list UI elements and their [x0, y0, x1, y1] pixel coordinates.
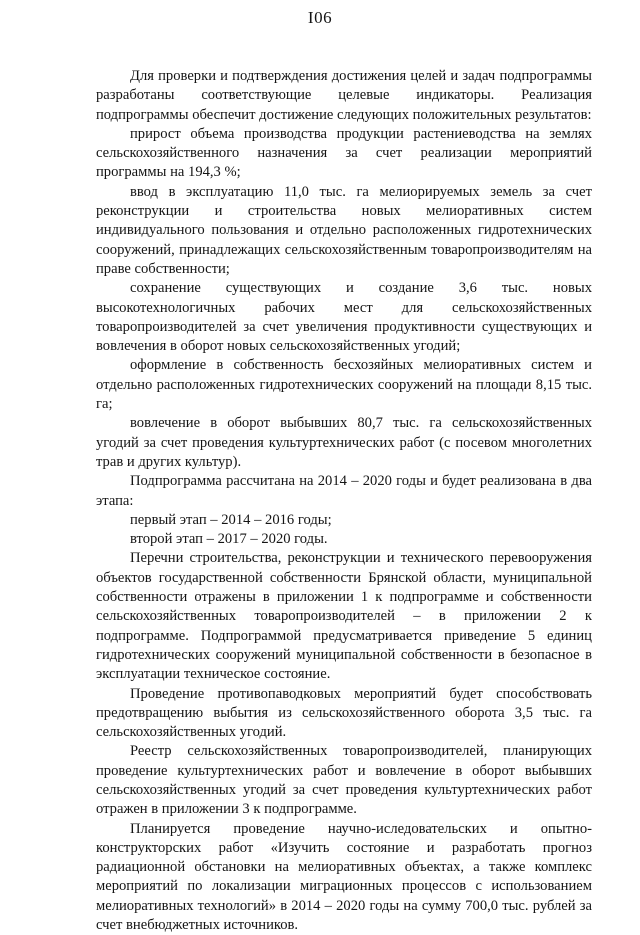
result-item-production-growth: прирост объема производства продукции растениеводства на землях сельскохозяйственного назначения за счет реализации мероприятий программы на 194,3 %;: [96, 125, 592, 181]
result-item-land-involvement: вовлечение в оборот выбывших 80,7 тыс. га сельскохозяйственных угодий за счет проведения культуртехнических работ (с посевом многолетних трав и других культур).: [96, 415, 592, 470]
paragraph-flood-measures: Проведение противопаводковых мероприятий будет способствовать предотвращению выбытия из сельскохозяйственного оборота 3,5 тыс. га сельскохозяйственных угодий.: [96, 685, 592, 741]
stage-one: первый этап – 2014 – 2016 годы;: [130, 511, 332, 528]
paragraph-timeline: Подпрограмма рассчитана на 2014 – 2020 годы и будет реализована в два этапа:: [96, 473, 592, 509]
page-number: I06: [307, 8, 333, 27]
paragraph-registry: Реестр сельскохозяйственных товаропроизводителей, планирующих проведение культуртехнических работ и вовлечение в оборот выбывших сельскохозяйственных угодий за счет проведения культуртехнических работ отражен в приложении 3 к подпрограмме.: [96, 743, 592, 818]
stage-two: второй этап – 2017 – 2020 годы.: [130, 531, 328, 548]
document-body: [96, 67, 592, 935]
paragraph-construction-lists: Перечни строительства, реконструкции и технического перевооружения объектов государственной собственности Брянской области, муниципальной собственности отражены в приложении 1 к подпрограмме и собственности сельскохозяйственных товаропроизводителей – в приложении 2 к подпрограмме. Подпрограммой предусматривается приведение 5 единиц гидротехнических сооружений муниципальной собственности в безопасное в эксплуатации техническое состояние.: [96, 550, 592, 683]
paragraph-research: Планируется проведение научно-иследовательских и опытно-конструкторских работ «Изучить состояние и разработать прогноз радиационной обстановки на мелиоративных объектах, а также комплекс мероприятий по локализации миграционных процессов с использованием мелиоративных технологий» в 2014 – 2020 годы на сумму 700,0 тыс. рублей за счет внебюджетных источников.: [96, 820, 592, 934]
paragraph-intro: Для проверки и подтверждения достижения целей и задач подпрограммы разработаны соответствующие целевые индикаторы. Реализация подпрограммы обеспечит достижение следующих положительных результатов:: [96, 68, 592, 123]
result-item-ownership: оформление в собственность бесхозяйных мелиоративных систем и отдельно расположенных гидротехнических сооружений на площади 8,15 тыс. га;: [96, 357, 592, 413]
result-item-land-commissioning: ввод в эксплуатацию 11,0 тыс. га мелиорируемых земель за счет реконструкции и строительства новых мелиоративных систем индивидуального пользования и отдельно расположенных гидротехнических сооружений, принадлежащих сельскохозяйственным товаропроизводителям на праве собственности;: [96, 183, 592, 277]
result-item-jobs: сохранение существующих и создание 3,6 тыс. новых высокотехнологичных рабочих мест для сельскохозяйственных товаропроизводителей за счет увеличения продуктивности существующих и вовлечения в оборот новых сельскохозяйственных угодий;: [96, 280, 592, 355]
